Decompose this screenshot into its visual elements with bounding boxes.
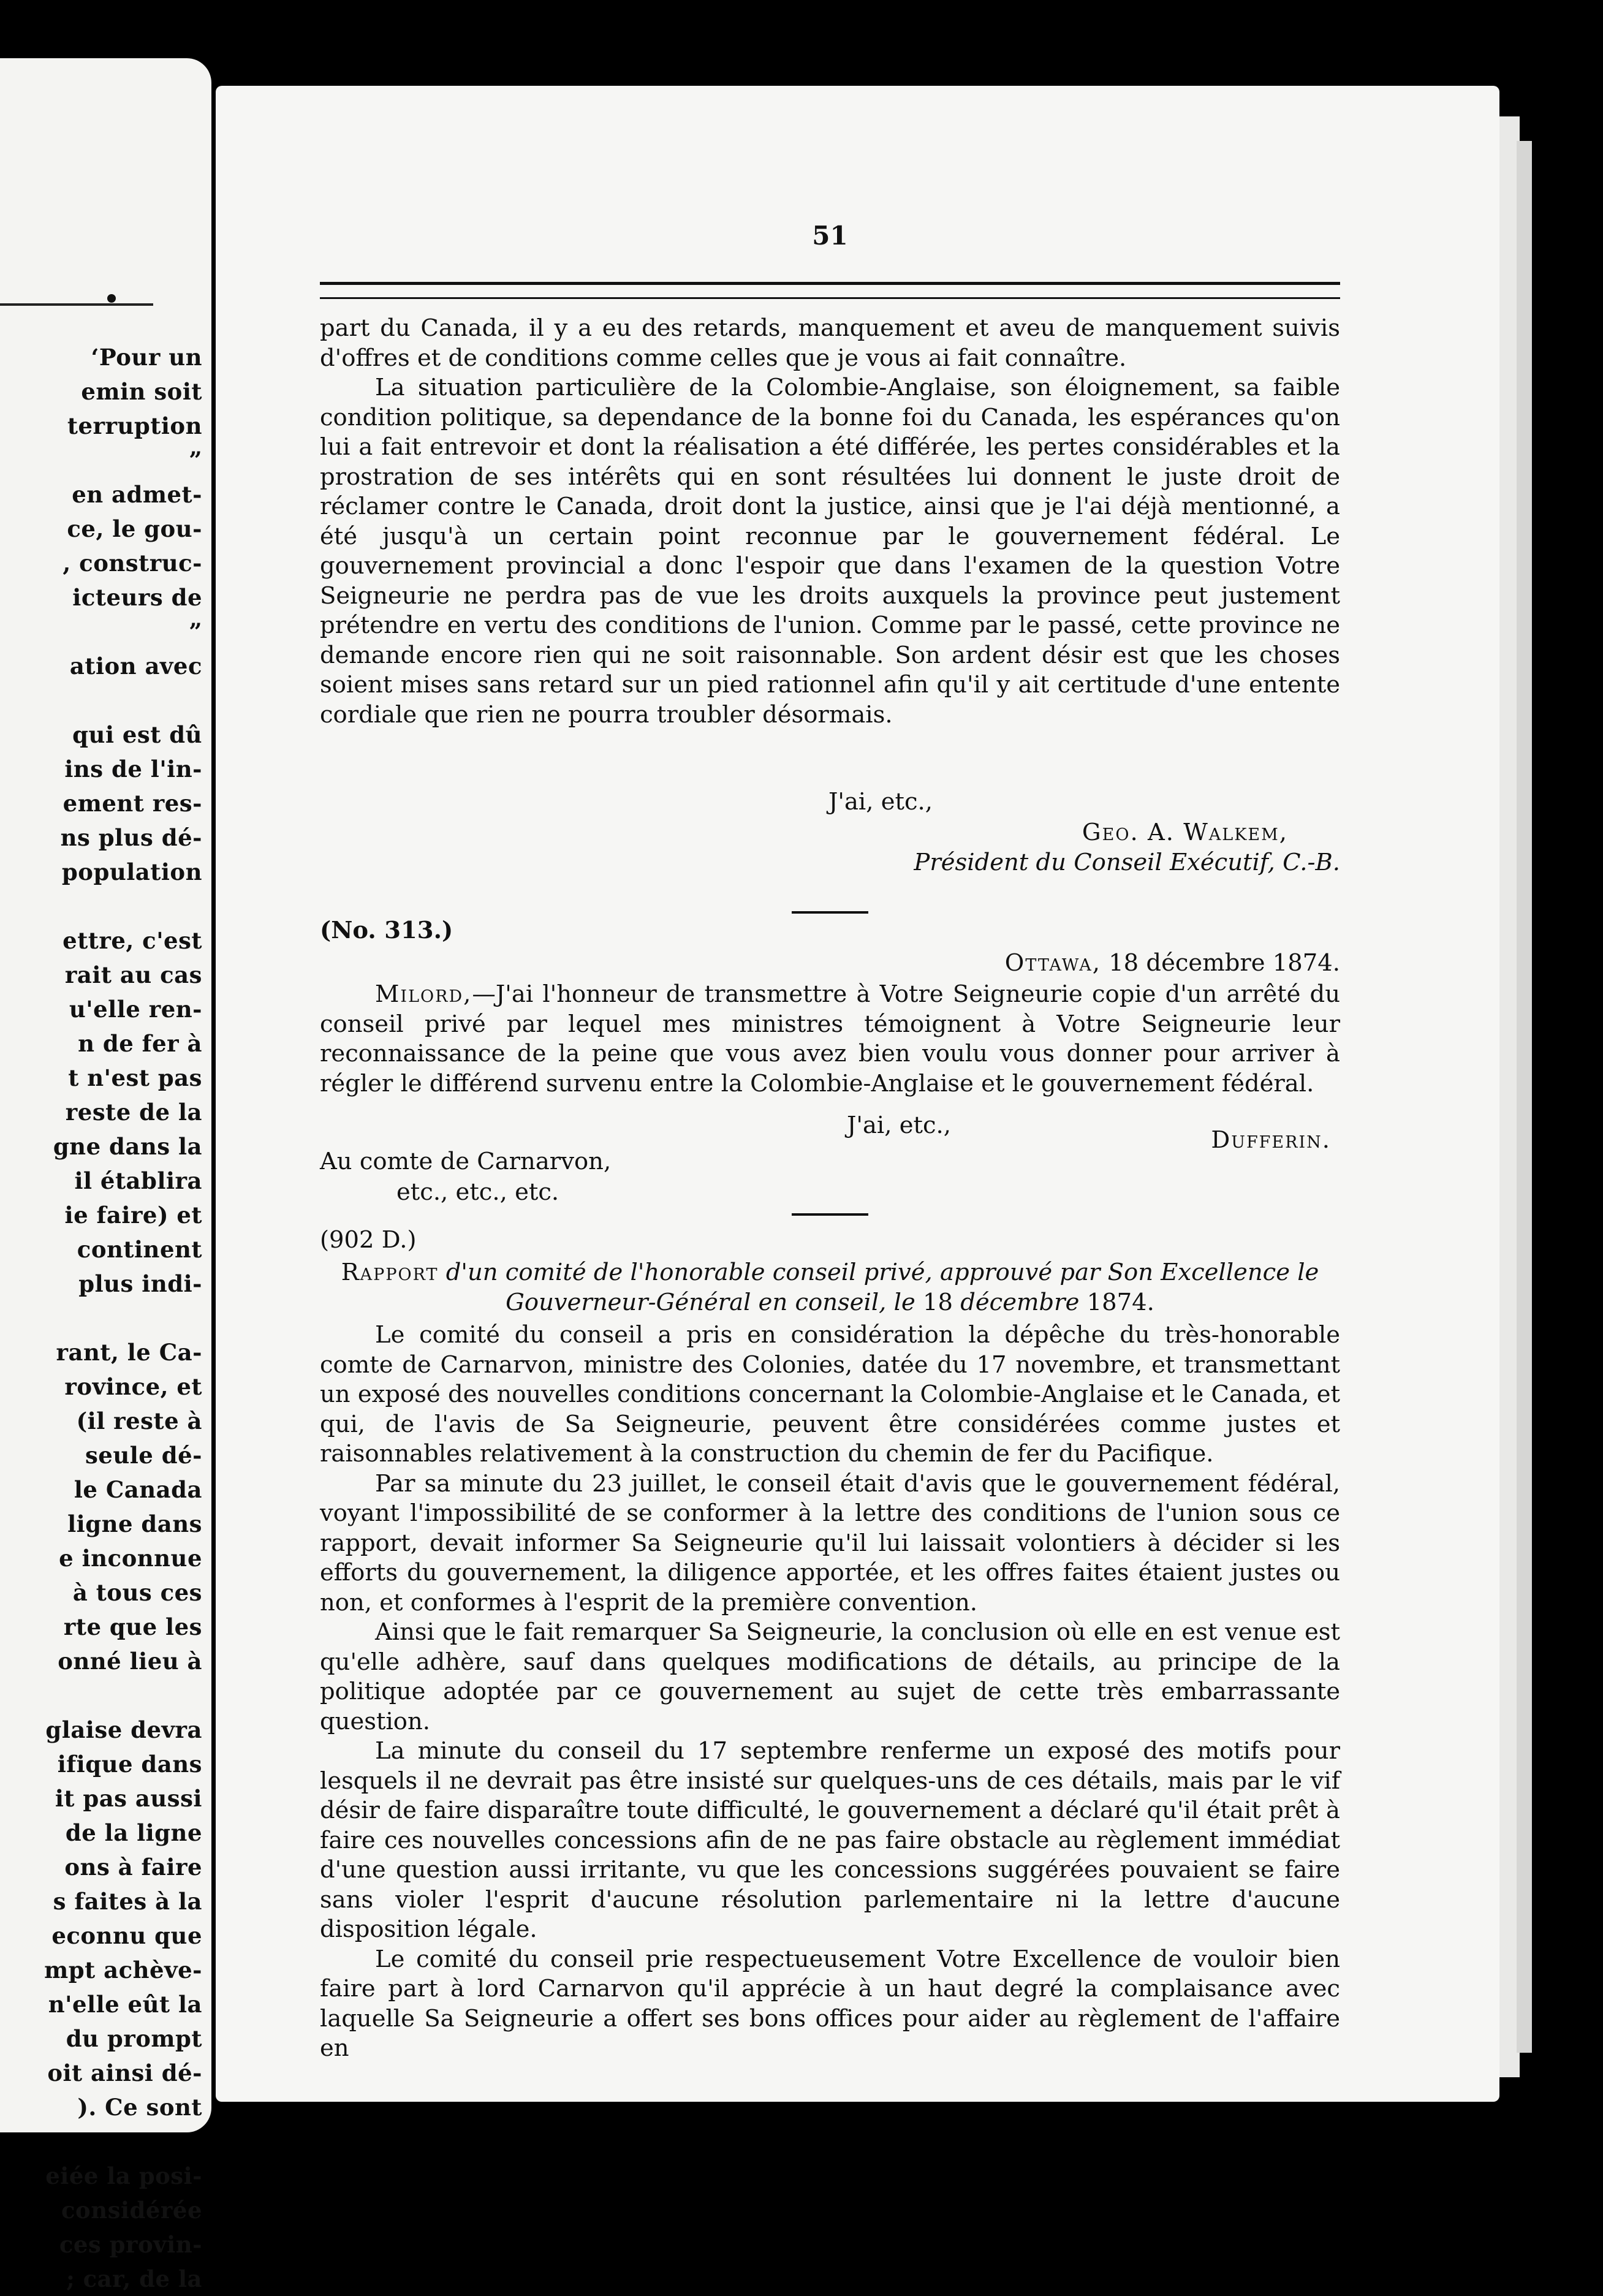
left-page-line: ‘Pour un xyxy=(91,344,202,371)
paragraph-1: part du Canada, il y a eu des retards, manquement et aveu de manquement suivis d'offres et de conditions comme celles que je vous ai fait connaître. xyxy=(320,314,1340,372)
print-mark xyxy=(107,294,116,303)
left-page-line: considérée xyxy=(61,2197,202,2224)
left-page-line: en admet- xyxy=(72,481,202,508)
left-page-line: (il reste à xyxy=(76,1408,202,1434)
left-page-line: mpt achève- xyxy=(44,1957,202,1983)
page-edge-shadow xyxy=(1517,141,1532,2053)
report-title: d'un comité de l'honorable conseil privé, approuvé par Son Excellence le Gouverneur-Général en conseil, le xyxy=(438,1259,1319,1316)
left-page-line: ement res- xyxy=(63,790,202,817)
left-page-line: ). Ce sont xyxy=(77,2094,202,2121)
left-page-line: n de fer à xyxy=(78,1030,202,1057)
left-page-line: gne dans la xyxy=(53,1133,202,1160)
left-page-line: eiée la posi- xyxy=(45,2162,202,2189)
left-page-line xyxy=(0,1678,202,1713)
left-page-line: ie faire) et xyxy=(64,1202,202,1229)
left-page-line: terruption xyxy=(67,412,202,439)
left-page-line: it pas aussi xyxy=(55,1785,202,1812)
separator-rule-1 xyxy=(792,911,868,914)
left-page-line: du prompt xyxy=(66,2025,202,2052)
dateline xyxy=(320,949,1340,978)
dateline-place: Ottawa, xyxy=(1004,949,1101,977)
left-page-line: ns plus dé- xyxy=(60,824,202,851)
left-page-line xyxy=(0,683,202,718)
left-page-line: n'elle eût la xyxy=(48,1991,202,2018)
left-page-line: ” xyxy=(189,447,202,474)
left-page-line: ligne dans xyxy=(67,1510,202,1537)
left-page-line: à tous ces xyxy=(72,1579,202,1606)
left-page-rule xyxy=(0,303,153,306)
left-page-line: le Canada xyxy=(74,1476,202,1503)
left-page-line: ces provin- xyxy=(59,2231,202,2258)
left-page-line: s faites à la xyxy=(53,1888,202,1915)
salutation: Milord, xyxy=(375,980,472,1008)
signature-title: Président du Conseil Exécutif, C.-B. xyxy=(914,849,1340,876)
report-year: 1874. xyxy=(1086,1288,1154,1316)
left-page-line: ons à faire xyxy=(64,1854,202,1881)
left-page-line: t n'est pas xyxy=(68,1064,202,1091)
report-day: 18 xyxy=(923,1288,953,1316)
left-page-line: glaise devra xyxy=(45,1716,202,1743)
left-page-line: reste de la xyxy=(65,1099,202,1126)
addressee-line-1: Au comte de Carnarvon, xyxy=(320,1148,612,1175)
left-page-line: econnu que xyxy=(51,1922,202,1949)
letter-continuation xyxy=(320,314,1340,730)
left-page-line: ce, le gou- xyxy=(67,515,202,542)
left-page-line: , construc- xyxy=(63,550,202,577)
document-page xyxy=(216,86,1499,2102)
document-number-313: (No. 313.) xyxy=(320,917,453,944)
left-page-text xyxy=(0,340,202,2296)
left-page-line: onné lieu à xyxy=(58,1648,202,1675)
left-facing-page xyxy=(0,58,211,2292)
left-page-line: oit ainsi dé- xyxy=(47,2059,202,2086)
left-page-line xyxy=(0,2124,202,2159)
left-page-line: emin soit xyxy=(81,378,202,405)
report-lead: Rapport xyxy=(341,1259,439,1286)
left-page-line: rte que les xyxy=(63,1613,202,1640)
paragraph-2: La situation particulière de la Colombie-Anglaise, son éloignement, sa faible condition politique, sa dependance de la bonne foi du Canada, les espérances qu'on lui a fait entrevoir et dont la réalisation a été différée, les pertes considérables et la prostration de ses intérêts qui en sont résultées lui donnent le juste droit de réclamer contre le Canada, droit dont la justice, ainsi que je l'ai déjà mentionné, a été jusqu'à un certain point reconnue par le gouvernement fédéral. Le gouvernement provincial a donc l'espoir que dans l'examen de la question Votre Seigneurie ne perdra pas de vue les droits auxquels la province peut justement prétendre en vertu des conditions de l'union. Comme par le passé, cette province ne demande encore rien qui ne soit raisonnable. Son ardent désir est que les choses soient mises sans retard sur un pied rationnel afin qu'il y ait certitude d'une entente cordiale que rien ne pourra troubler désormais. xyxy=(320,374,1340,729)
report-paragraph-3: Ainsi que le fait remarquer Sa Seigneurie, la conclusion où elle en est venue est qu'elle adhère, sauf dans quelques modifications de détails, au principe de la politique adoptée par ce gouvernement au sujet de cette très embarrassante question. xyxy=(320,1618,1340,1735)
milord-letter xyxy=(320,980,1340,1099)
dateline-date: 18 décembre 1874. xyxy=(1101,949,1340,977)
left-page-line: rant, le Ca- xyxy=(56,1339,202,1366)
left-page-line: ” xyxy=(189,618,202,645)
left-page-line xyxy=(0,1301,202,1335)
left-page-line: rovince, et xyxy=(64,1373,202,1400)
left-page-line: ins de l'in- xyxy=(64,756,202,782)
closing-2: J'ai, etc., xyxy=(846,1112,951,1139)
left-page-line: seule dé- xyxy=(85,1442,202,1469)
closing-1: J'ai, etc., xyxy=(828,788,933,816)
left-page-line: ifique dans xyxy=(57,1751,202,1778)
left-page-line: ation avec xyxy=(69,653,202,680)
left-page-line: rait au cas xyxy=(64,961,202,988)
left-page-line: plus indi- xyxy=(78,1270,202,1297)
report-heading xyxy=(320,1258,1340,1317)
left-page-line: il établira xyxy=(74,1167,202,1194)
page-number: 51 xyxy=(812,221,848,251)
left-page-line: population xyxy=(61,858,202,885)
signature-name: Geo. A. Walkem, xyxy=(1082,819,1288,846)
report-paragraph-2: Par sa minute du 23 juillet, le conseil était d'avis que le gouvernement fédéral, voyant l'impossibilité de se conformer à la lettre des conditions de l'union sous ce rapport, devait informer Sa Seigneurie qu'il lui laissait volontiers à décider si les efforts du gouvernement, la diligence apportée, et les offres faites étaient justes ou non, et conformes à l'esprit de la première convention. xyxy=(320,1469,1340,1616)
left-page-line: ettre, c'est xyxy=(63,927,202,954)
left-page-line: continent xyxy=(77,1236,202,1263)
signature-dufferin: Dufferin. xyxy=(1211,1126,1331,1154)
addressee-line-2: etc., etc., etc. xyxy=(396,1178,559,1206)
left-page-line: icteurs de xyxy=(72,584,202,611)
left-page-line: ; car, de la xyxy=(66,2265,202,2292)
report-paragraph-1: Le comité du conseil a pris en considération la dépêche du très-honorable comte de Carnarvon, ministre des Colonies, datée du 17 novembre, et transmettant un exposé des nouvelles conditions concernant la Colombie-Anglaise et le Canada, et qui, de l'avis de Sa Seigneurie, peuvent être considérées comme justes et raisonnables relativement à la construction du chemin de fer du Pacifique. xyxy=(320,1321,1340,1468)
milord-body: —J'ai l'honneur de transmettre à Votre Seigneurie copie d'un arrêté du conseil privé par lequel mes ministres témoignent à Votre Seigneurie leur reconnaissance de la peine que vous avez bien voulu vous donner pour arriver à régler le différend survenu entre la Colombie-Anglaise et le gouvernement fédéral. xyxy=(320,980,1340,1097)
document-number-902: (902 D.) xyxy=(320,1226,417,1254)
header-double-rule xyxy=(320,282,1340,299)
report-paragraph-4: La minute du conseil du 17 septembre renferme un exposé des motifs pour lesquels il ne devrait pas être insisté sur quelques-uns de ces détails, mais par le vif désir de faire disparaître toute difficulté, le gouvernement a déclaré qu'il était prêt à faire ces nouvelles concessions afin de ne pas faire obstacle au règlement immédiat d'une question aussi irritante, vu que les concessions suggérées pouvaient se faire sans violer l'esprit d'aucune résolution parlementaire ni la lettre d'aucune disposition légale. xyxy=(320,1737,1340,1943)
left-page-line: e inconnue xyxy=(59,1545,202,1572)
left-page-line: de la ligne xyxy=(65,1819,202,1846)
left-page-line xyxy=(0,889,202,923)
left-page-line: u'elle ren- xyxy=(69,996,202,1023)
report-body xyxy=(320,1320,1340,2064)
report-month: décembre xyxy=(953,1288,1087,1316)
left-page-line: qui est dû xyxy=(72,721,202,748)
separator-rule-2 xyxy=(792,1213,868,1216)
report-paragraph-5: Le comité du conseil prie respectueusement Votre Excellence de vouloir bien faire part à lord Carnarvon qu'il apprécie à un haut degré la complaisance avec laquelle Sa Seigneurie a offert ses bons offices pour aider au règlement de l'affaire en xyxy=(320,1945,1340,2062)
